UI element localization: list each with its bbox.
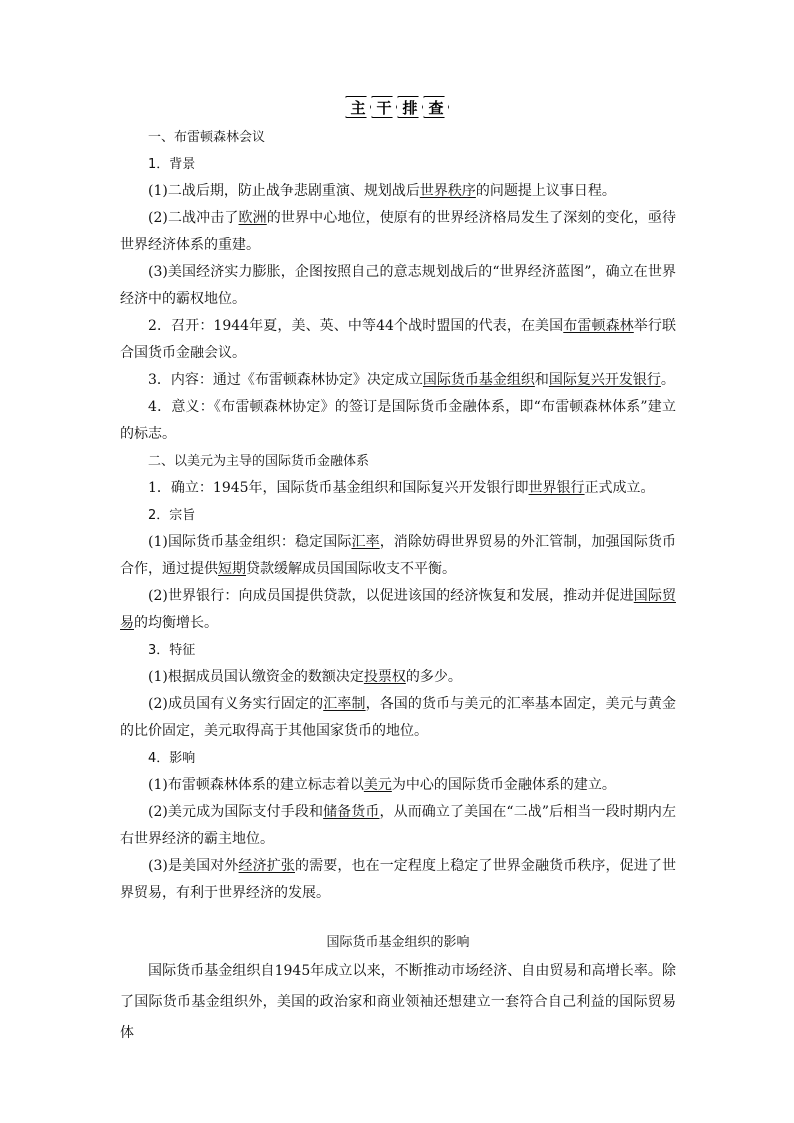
blank-answer: 汇率 [351, 534, 380, 550]
background-item-2: (2)二战冲击了欧洲的世界中心地位，使原有的世界经济格局发生了深刻的变化，亟待世界经济体系的重建。 [120, 210, 676, 253]
section-banner [0, 96, 794, 118]
blank-answer: 布雷顿森林 [563, 318, 634, 334]
blank-answer: 储备货币 [323, 804, 380, 820]
features-heading: 3．特征 [148, 643, 196, 658]
conference-content: 3．内容：通过《布雷顿森林协定》决定成立国际货币基金组织和国际复兴开发银行。 [148, 372, 675, 388]
impact-heading: 4．影响 [148, 751, 196, 766]
impact-item-1: (1)布雷顿森林体系的建立标志着以美元为中心的国际货币金融体系的建立。 [148, 777, 616, 793]
blank-answer: 短期 [218, 561, 246, 577]
blank-answer: 美元 [363, 777, 392, 793]
blank-answer: 汇率制 [323, 696, 366, 712]
aims-heading: 2．宗旨 [148, 508, 196, 523]
banner-char-3: 排 [397, 96, 423, 118]
blank-answer: 经济扩张 [238, 858, 295, 874]
blank-answer: 欧洲 [238, 210, 267, 226]
blank-answer: 国际复兴开发银行 [548, 372, 661, 388]
blank-answer: 世界秩序 [419, 183, 476, 199]
blank-answer: 国际货币基金组织 [422, 372, 535, 388]
conference-meaning: 4．意义：《布雷顿森林协定》的签订是国际货币金融体系，即“布雷顿森林体系”建立的标志。 [120, 399, 676, 442]
aim-item-2: (2)世界银行：向成员国提供贷款，以促进该国的经济恢复和发展，推动并促进国际贸易的均衡增长。 [120, 588, 676, 631]
impact-item-2: (2)美元成为国际支付手段和储备货币，从而确立了美国在“二战”后相当一段时期内左右世界经济的霸主地位。 [120, 804, 676, 847]
impact-item-3: (3)是美国对外经济扩张的需要，也在一定程度上稳定了世界金融货币秩序，促进了世界贸易，有利于世界经济的发展。 [120, 858, 677, 901]
section2-heading: 二、以美元为主导的国际货币金融体系 [148, 454, 370, 469]
feature-item-1: (1)根据成员国认缴资金的数额决定投票权的多少。 [148, 669, 462, 685]
main-content [120, 124, 676, 1049]
system-established: 1．确立：1945年，国际货币基金组织和国际复兴开发银行即世界银行正式成立。 [148, 480, 655, 496]
reading-body: 国际货币基金组织自1945年成立以来，不断推动市场经济、自由贸易和高增长率。除了国际货币基金组织外，美国的政治家和商业领袖还想建立一套符合自己利益的国际贸易体 [120, 963, 676, 1041]
background-item-1: (1)二战后期，防止战争悲剧重演、规划战后世界秩序的问题提上议事日程。 [148, 183, 616, 199]
banner-char-1: 主 [345, 96, 371, 118]
blank-answer: 投票权 [363, 669, 406, 685]
reading-title: 国际货币基金组织的影响 [326, 935, 470, 950]
feature-item-2: (2)成员国有义务实行固定的汇率制，各国的货币与美元的汇率基本固定，美元与黄金的比价固定，美元取得高于其他国家货币的地位。 [120, 696, 677, 739]
aim-item-1: (1)国际货币基金组织：稳定国际汇率，消除妨碍世界贸易的外汇管制，加强国际货币合作，通过提供短期贷款缓解成员国国际收支不平衡。 [120, 534, 676, 577]
background-item-3: (3)美国经济实力膨胀，企图按照自己的意志规划战后的“世界经济蓝图”，确立在世界经济中的霸权地位。 [120, 264, 676, 307]
banner-char-4: 查 [423, 96, 449, 118]
section1-heading: 一、布雷顿森林会议 [148, 130, 266, 145]
conference-held: 2．召开：1944年夏，美、英、中等44个战时盟国的代表，在美国布雷顿森林举行联合国货币金融会议。 [120, 318, 677, 361]
blank-answer: 世界银行 [528, 480, 585, 496]
banner-char-2: 干 [371, 96, 397, 118]
background-heading: 1．背景 [148, 157, 196, 172]
blank-answer: 国际贸易 [120, 588, 676, 631]
